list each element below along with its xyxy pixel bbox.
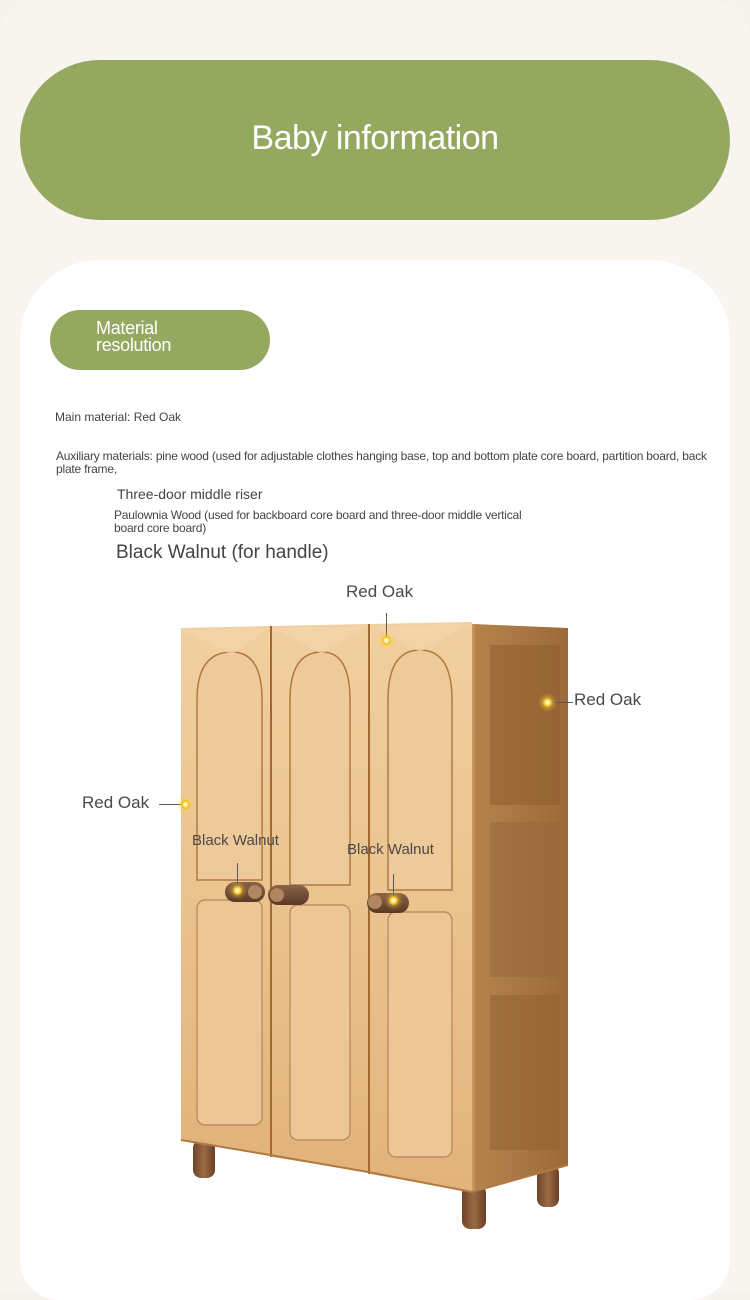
- callout-line-side: [553, 702, 573, 703]
- callout-label-handle-left: Black Walnut: [192, 832, 279, 849]
- callout-label-side: Red Oak: [574, 690, 642, 709]
- header-title: Baby information: [251, 118, 499, 157]
- section-title-line1: Material: [96, 318, 158, 338]
- callout-line-left: [159, 804, 181, 805]
- walnut-text: Black Walnut (for handle): [116, 542, 329, 563]
- highlight-dot-icon: [382, 636, 391, 645]
- highlight-dot-icon: [389, 896, 398, 905]
- callout-label-top: Red Oak: [346, 582, 414, 601]
- callout-line-top: [386, 613, 387, 637]
- section-title-line2: resolution: [96, 335, 172, 355]
- main-material-text: Main material: Red Oak: [55, 410, 182, 424]
- auxiliary-materials-text: Auxiliary materials: pine wood (used for adjustable clothes hanging base, top and bottom plate core board, partition board, back plate frame,: [56, 449, 707, 476]
- highlight-dot-icon: [181, 800, 190, 809]
- riser-text: Three-door middle riser: [117, 486, 263, 502]
- highlight-dot-icon: [233, 886, 242, 895]
- callout-line-handle-left: [237, 863, 238, 887]
- paulownia-text: Paulownia Wood (used for backboard core board and three-door middle vertical board core board): [114, 508, 522, 535]
- callout-label-handle-right: Black Walnut: [347, 841, 434, 858]
- highlight-dot-icon: [543, 698, 552, 707]
- callout-line-handle-right: [393, 874, 394, 898]
- callout-label-left: Red Oak: [82, 793, 150, 812]
